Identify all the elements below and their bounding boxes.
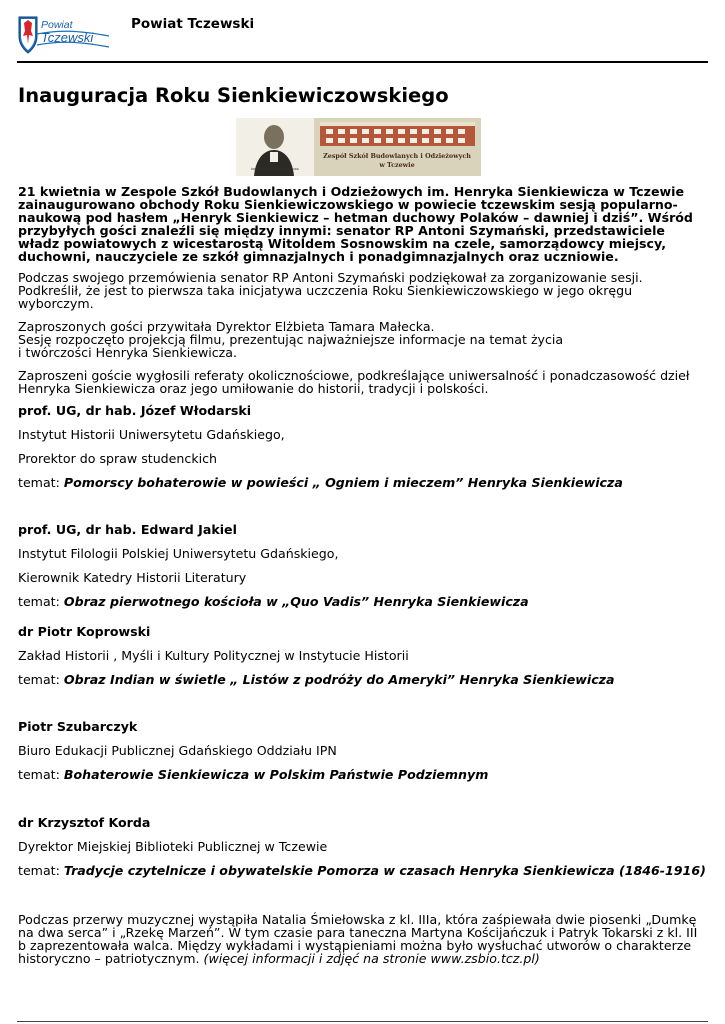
svg-text:im. Henryka Sienkiewicza: im. Henryka Sienkiewicza <box>251 167 299 171</box>
article <box>18 84 708 965</box>
svg-text:w Tczewie: w Tczewie <box>379 161 415 169</box>
speaker-topic: temat: Obraz Indian w świetle „ Listów z podróży do Ameryki” Henryka Sienkiewicza <box>18 672 615 687</box>
speaker-name: prof. UG, dr hab. Józef Włodarski <box>18 403 252 418</box>
footer-divider <box>17 1021 708 1022</box>
paragraph-senator: Podczas swojego przemówienia senator RP Antoni Szymański podziękował za zorganizowanie sesji. Podkreślił, że jest to pierwsza taka inicjatywa uczczenia Roku Sienkiewiczowskiego w jego okręgu wyborczym. <box>18 270 643 311</box>
speaker-topic: temat: Pomorscy bohaterowie w powieści „ Ogniem i mieczem” Henryka Sienkiewicza <box>18 475 623 490</box>
speaker-affiliation: Instytut Historii Uniwersytetu Gdańskiego, <box>18 427 285 442</box>
speaker-block <box>18 523 708 609</box>
speaker-affiliation: Biuro Edukacji Publicznej Gdańskiego Oddziału IPN <box>18 743 337 758</box>
article-title: Inauguracja Roku Sienkiewiczowskiego <box>18 84 449 107</box>
closing-paragraph: Podczas przerwy muzycznej wystąpiła Natalia Śmiełowska z kl. IIIa, która zaśpiewała dwie piosenki „Dumkę na dwa serca” i „Rzekę Marzeń”. W tym czasie para taneczna Martyna Kościjańczuk i Patryk Tokarski z kl. III b zaprezentowała walca. Między wykładami i wystąpieniami można było wysłuchać utworów o charakterze historyczno – patriotycznym. (więcej informacji i zdjęć na stronie www.zsbio.tcz.pl) <box>18 912 698 966</box>
speaker-block <box>18 404 708 490</box>
speaker-block <box>18 816 708 878</box>
school-banner-image <box>236 118 481 176</box>
more-info-link[interactable]: (więcej informacji i zdjęć na stronie www.zsbio.tcz.pl) <box>203 951 540 966</box>
powiat-tczewski-logo <box>17 14 113 58</box>
paragraph-lectures: Zaproszeni goście wygłosili referaty okolicznościowe, podkreślające uniwersalność i ponadczasowość dzieł Henryka Sienkiewicza oraz jego umiłowanie do historii, tradycji i polskości. <box>18 368 690 396</box>
speaker-affiliation: Zakład Historii , Myśli i Kultury Politycznej w Instytucie Historii <box>18 648 409 663</box>
svg-text:Powiat: Powiat <box>41 19 73 31</box>
speaker-topic: temat: Obraz pierwotnego kościoła w „Quo Vadis” Henryka Sienkiewicza <box>18 594 529 609</box>
site-title[interactable]: Powiat Tczewski <box>131 16 255 32</box>
paragraph-welcome-line-2: Sesję rozpoczęto projekcją filmu, prezentując najważniejsze informacje na temat życia <box>18 332 564 347</box>
paragraph-welcome-line-1: Zaproszonych gości przywitała Dyrektor Elżbieta Tamara Małecka. <box>18 319 435 334</box>
page-header <box>17 12 708 60</box>
svg-text:Tczewski: Tczewski <box>41 30 94 45</box>
speaker-topic: temat: Tradycje czytelnicze i obywatelskie Pomorza w czasach Henryka Sienkiewicza (1846-1916) <box>18 863 706 878</box>
speaker-position: Kierownik Katedry Historii Literatury <box>18 570 247 585</box>
paragraph-welcome-line-3: i twórczości Henryka Sienkiewicza. <box>18 345 238 360</box>
speaker-block <box>18 625 708 687</box>
speaker-affiliation: Instytut Filologii Polskiej Uniwersytetu Gdańskiego, <box>18 546 339 561</box>
speaker-name: dr Piotr Koprowski <box>18 624 151 639</box>
lead-paragraph: 21 kwietnia w Zespole Szkół Budowlanych i Odzieżowych im. Henryka Sienkiewicza w Tczewie zainaugurowano obchody Roku Sienkiewiczowskiego w powiecie tczewskim sesją popularno-naukową pod hasłem „Henryk Sienkiewicz – hetman duchowy Polaków – dawniej i dziś”. Wśród przybyłych gości znaleźli się między innymi: senator RP Antoni Szymański, przedstawiciele władz powiatowych z wicestarostą Witoldem Sosnowskim na czele, samorządowcy miejscy, duchowni, nauczyciele ze szkół gimnazjalnych i ponadgimnazjalnych oraz uczniowie. <box>18 184 693 264</box>
speaker-affiliation: Dyrektor Miejskiej Biblioteki Publicznej w Tczewie <box>18 839 328 854</box>
speaker-name: prof. UG, dr hab. Edward Jakiel <box>18 522 237 537</box>
speaker-topic: temat: Bohaterowie Sienkiewicza w Polskim Państwie Podziemnym <box>18 767 489 782</box>
header-divider <box>17 61 708 63</box>
speaker-position: Prorektor do spraw studenckich <box>18 451 218 466</box>
speaker-name: dr Krzysztof Korda <box>18 815 151 830</box>
speaker-block <box>18 720 708 782</box>
svg-text:Zespół Szkół Budowlanych i Odz: Zespół Szkół Budowlanych i Odzieżowych <box>323 152 471 160</box>
speaker-name: Piotr Szubarczyk <box>18 719 138 734</box>
